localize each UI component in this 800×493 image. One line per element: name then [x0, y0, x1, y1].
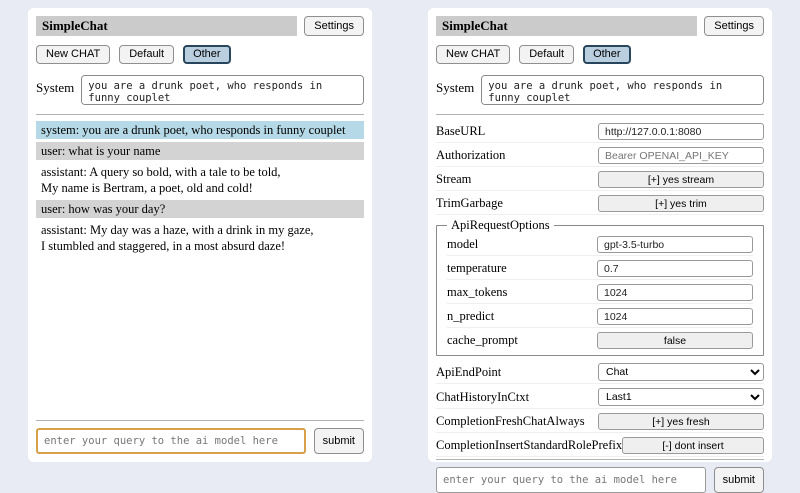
apiendpoint-select[interactable] [598, 363, 764, 381]
new-chat-button[interactable]: New CHAT [436, 45, 510, 64]
setting-row-completioninsertstandardroleprefix [436, 435, 764, 457]
completioninsertstandardroleprefix-toggle-button[interactable]: [-] dont insert [622, 437, 764, 454]
settings-button[interactable]: Settings [304, 16, 364, 36]
setting-row-n-predict [447, 306, 753, 328]
message-line: system: you are a drunk poet, who responds in funny couplet [41, 123, 346, 137]
temperature-input[interactable] [597, 260, 753, 277]
message-line: assistant: My day was a haze, with a drink in my gaze, [41, 223, 314, 237]
chathistoryinctxt-label: ChatHistoryInCtxt [436, 389, 530, 404]
setting-row-model [447, 234, 753, 256]
divider [436, 114, 764, 115]
model-label: model [447, 237, 479, 251]
api-request-options-fieldset [436, 218, 764, 356]
setting-row-authorization [436, 145, 764, 167]
max-tokens-label: max_tokens [447, 285, 508, 299]
n-predict-label: n_predict [447, 309, 495, 323]
app-title: SimpleChat [36, 16, 297, 36]
stream-toggle-button[interactable]: [+] yes stream [598, 171, 764, 188]
settings-panel [428, 8, 772, 486]
system-prompt-row [436, 75, 764, 105]
authorization-label: Authorization [436, 148, 506, 162]
trimgarbage-label: TrimGarbage [436, 196, 503, 210]
divider [36, 114, 364, 115]
stream-label: Stream [436, 172, 472, 186]
chat-message-system [36, 121, 364, 139]
chat-panel-header [36, 16, 364, 36]
chat-panel [28, 8, 372, 462]
settings-button[interactable]: Settings [704, 16, 764, 36]
setting-row-max-tokens [447, 282, 753, 304]
system-prompt-row [36, 75, 364, 105]
model-input[interactable] [597, 236, 753, 253]
chat-message-user [36, 142, 364, 160]
setting-row-completionfreshchatalways [436, 411, 764, 433]
system-prompt-input[interactable] [481, 75, 764, 105]
app-title: SimpleChat [436, 16, 697, 36]
baseurl-label: BaseURL [436, 124, 486, 138]
session-tab-default[interactable]: Default [119, 45, 174, 64]
query-input[interactable] [36, 428, 306, 454]
completionfreshchatalways-toggle-button[interactable]: [+] yes fresh [598, 413, 764, 430]
message-line: I stumbled and staggered, in a most absurd daze! [41, 239, 286, 253]
apiendpoint-label: ApiEndPoint [436, 364, 502, 379]
chat-message-assistant [36, 163, 364, 197]
submit-button[interactable]: submit [714, 467, 764, 493]
setting-row-chathistoryinctxt [436, 386, 764, 409]
n-predict-input[interactable] [597, 308, 753, 325]
api-request-options-legend: ApiRequestOptions [451, 218, 550, 232]
session-tab-other[interactable]: Other [583, 45, 631, 64]
setting-row-baseurl [436, 121, 764, 143]
completionfreshchatalways-label: CompletionFreshChatAlways [436, 414, 585, 428]
message-line: user: what is your name [41, 144, 161, 158]
chat-message-user [36, 200, 364, 218]
system-prompt-input[interactable] [81, 75, 364, 105]
system-prompt-label: System [436, 80, 475, 95]
completioninsertstandardroleprefix-label: CompletionInsertStandardRolePrefix [436, 438, 623, 452]
message-line: assistant: A query so bold, with a tale to be told, [41, 165, 281, 179]
setting-row-temperature [447, 258, 753, 280]
cache-prompt-toggle-button[interactable]: false [597, 332, 753, 349]
cache-prompt-label: cache_prompt [447, 333, 518, 347]
submit-button[interactable]: submit [314, 428, 364, 454]
trimgarbage-toggle-button[interactable]: [+] yes trim [598, 195, 764, 212]
message-line: user: how was your day? [41, 202, 166, 216]
chat-message-assistant [36, 221, 364, 255]
query-footer [436, 459, 764, 493]
chat-toolbar [36, 45, 364, 64]
system-prompt-label: System [36, 80, 75, 95]
session-tab-default[interactable]: Default [519, 45, 574, 64]
temperature-label: temperature [447, 261, 507, 275]
setting-row-trimgarbage [436, 193, 764, 215]
max-tokens-input[interactable] [597, 284, 753, 301]
query-input[interactable] [436, 467, 706, 493]
baseurl-input[interactable] [598, 123, 764, 140]
authorization-input[interactable] [598, 147, 764, 164]
message-line: My name is Bertram, a poet, old and cold! [41, 181, 253, 195]
setting-row-stream [436, 169, 764, 191]
settings-list [436, 121, 764, 459]
settings-toolbar [436, 45, 764, 64]
chat-message-list [36, 121, 364, 420]
new-chat-button[interactable]: New CHAT [36, 45, 110, 64]
setting-row-apiendpoint [436, 361, 764, 384]
setting-row-cache-prompt [447, 330, 753, 351]
settings-panel-header [436, 16, 764, 36]
query-footer [36, 420, 364, 454]
chathistoryinctxt-select[interactable] [598, 388, 764, 406]
session-tab-other[interactable]: Other [183, 45, 231, 64]
